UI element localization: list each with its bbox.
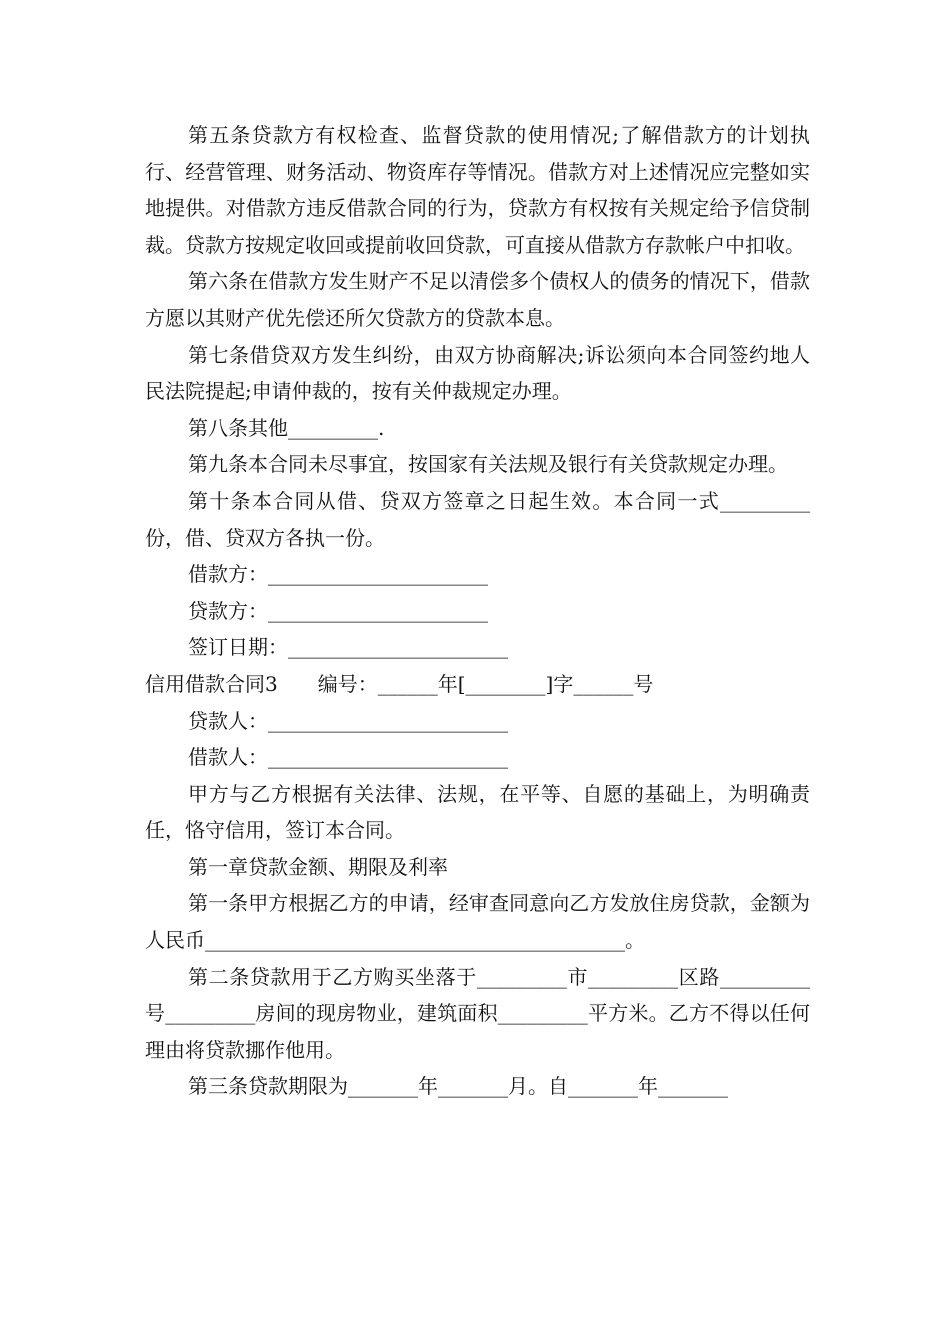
borrower-signature-line: 借款方：______________________ [188, 562, 488, 587]
contract-3-heading: 信用借款合同3 编号：______年[________]字______号 [145, 671, 654, 696]
clause-3: 第三条贷款期限为_______年_______月。自_______年_______ [188, 1074, 728, 1099]
document-body [145, 117, 810, 1105]
article-7: 第七条借贷双方发生纠纷，由双方协商解决;诉讼须向本合同签约地人民法院提起;申请仲裁的，按有关仲裁规定办理。 [145, 342, 810, 404]
article-6: 第六条在借款方发生财产不足以清偿多个债权人的债务的情况下，借款方愿以其财产优先偿还所欠贷款方的贷款本息。 [145, 269, 810, 330]
clause-2: 第二条贷款用于乙方购买坐落于_________市_________区路_________号_________房间的现房物业，建筑面积_________平方米。乙方不得以任何理由将贷款挪作他用。 [145, 964, 810, 1062]
clause-1: 第一条甲方根据乙方的申请，经审查同意向乙方发放住房贷款，金额为人民币__________________________________________。 [145, 891, 810, 953]
article-5: 第五条贷款方有权检查、监督贷款的使用情况;了解借款方的计划执行、经营管理、财务活动、物资库存等情况。借款方对上述情况应完整如实地提供。对借款方违反借款合同的行为，贷款方有权按有关规定给予信贷制裁。贷款方按规定收回或提前收回贷款，可直接从借款方存款帐户中扣收。 [145, 123, 810, 257]
article-10: 第十条本合同从借、贷双方签章之日起生效。本合同一式_________份，借、贷双方各执一份。 [145, 488, 810, 550]
borrower-line: 借款人：________________________ [188, 745, 508, 770]
intro-paragraph: 甲方与乙方根据有关法律、法规，在平等、自愿的基础上，为明确责任，恪守信用，签订本合同。 [145, 781, 810, 843]
chapter-1-heading: 第一章贷款金额、期限及利率 [188, 854, 448, 879]
sign-date-line: 签订日期：______________________ [188, 635, 508, 660]
lender-line: 贷款人：________________________ [188, 708, 508, 733]
article-9: 第九条本合同未尽事宜，按国家有关法规及银行有关贷款规定办理。 [188, 452, 788, 477]
lender-signature-line: 贷款方：______________________ [188, 598, 488, 623]
article-8: 第八条其他_________. [188, 415, 385, 440]
